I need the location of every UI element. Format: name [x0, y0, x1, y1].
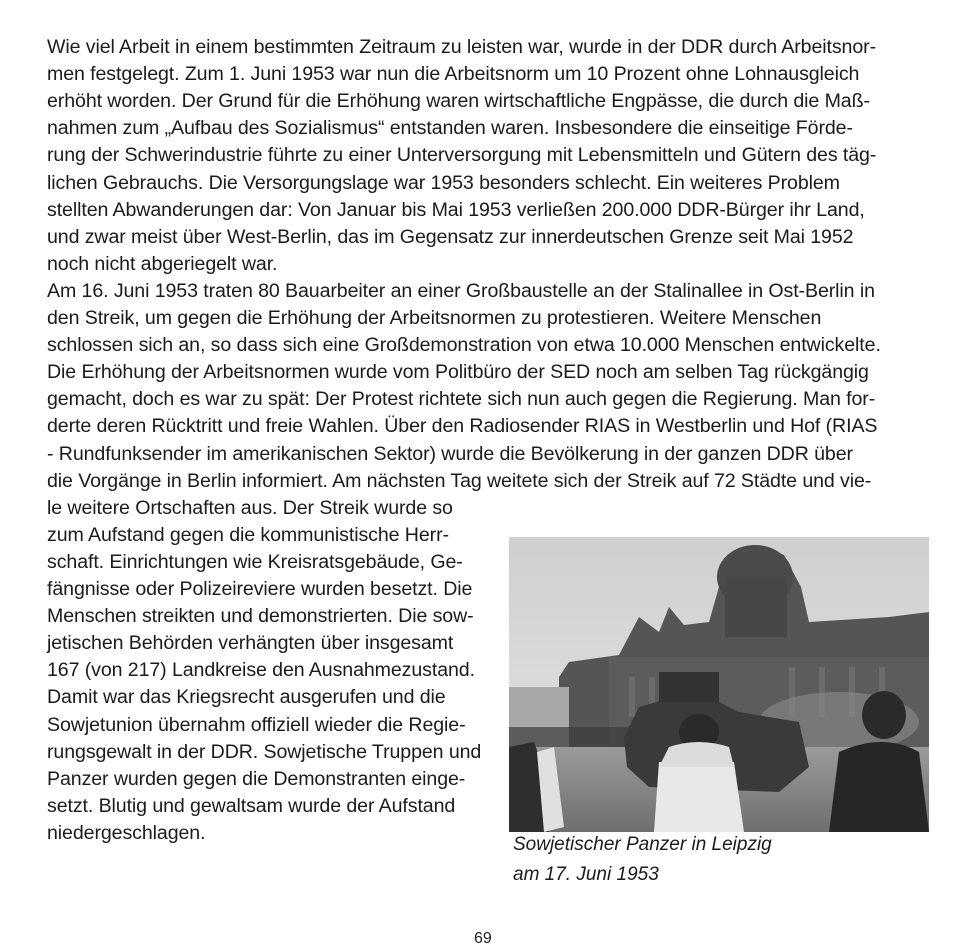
figure-caption-line-1: Sowjetischer Panzer in Leipzig [513, 834, 772, 855]
paragraph2-line: jetischen Behörden verhängten über insgesamt [47, 632, 454, 655]
paragraph2-line: Panzer wurden gegen die Demonstranten einge- [47, 767, 466, 790]
paragraph2-line: gemacht, doch es war zu spät: Der Protest richtete sich nun auch gegen die Regierung. Man for- [47, 388, 876, 411]
page-number: 69 [474, 930, 492, 947]
paragraph2-line: setzt. Blutig und gewaltsam wurde der Aufstand [47, 794, 456, 817]
photo-soviet-tank-leipzig [509, 537, 929, 832]
paragraph1-line: erhöht worden. Der Grund für die Erhöhung waren wirtschaftliche Engpässe, die durch die Maß- [47, 90, 870, 113]
paragraph2-line: derte deren Rücktritt und freie Wahlen. Über den Radiosender RIAS in Westberlin und Hof (RIAS [47, 415, 878, 438]
paragraph2-line: den Streik, um gegen die Erhöhung der Arbeitsnormen zu protestieren. Weitere Menschen [47, 307, 822, 329]
paragraph1-line: Wie viel Arbeit in einem bestimmten Zeitraum zu leisten war, wurde in der DDR durch Arbeitsnor- [47, 36, 877, 58]
paragraph2-line: zum Aufstand gegen die kommunistische Herr- [47, 523, 449, 546]
paragraph2-line: die Vorgänge in Berlin informiert. Am nächsten Tag weitete sich der Streik auf 72 Städte und vie- [47, 469, 872, 492]
paragraph2-line: fängnisse oder Polizeireviere wurden besetzt. Die [47, 578, 473, 600]
paragraph1-line: noch nicht abgeriegelt war. [47, 252, 278, 275]
paragraph2-line: niedergeschlagen. [47, 821, 206, 844]
paragraph1-line: stellten Abwanderungen dar: Von Januar bis Mai 1953 verließen 200.000 DDR-Bürger ihr Land, [47, 198, 865, 221]
paragraph2-line: - Rundfunksender im amerikanischen Sektor) wurde die Bevölkerung in der ganzen DDR über [47, 442, 853, 465]
paragraph2-line: schaft. Einrichtungen wie Kreisratsgebäude, Ge- [47, 550, 463, 573]
paragraph1-line: rung der Schwerindustrie führte zu einer Unterversorgung mit Lebensmitteln und Gütern des täg- [47, 144, 877, 167]
paragraph1-line: lichen Gebrauchs. Die Versorgungslage war 1953 besonders schlecht. Ein weiteres Problem [47, 171, 840, 194]
paragraph2-line: le weitere Ortschaften aus. Der Streik wurde so [47, 496, 453, 519]
paragraph2-line: Menschen streikten und demonstrierten. Die sow- [47, 605, 474, 628]
paragraph2-line: 167 (von 217) Landkreise den Ausnahmezustand. [47, 659, 475, 682]
paragraph2-line: rungsgewalt in der DDR. Sowjetische Truppen und [47, 740, 482, 763]
paragraph1-line: men festgelegt. Zum 1. Juni 1953 war nun die Arbeitsnorm um 10 Prozent ohne Lohnausgleich [47, 63, 860, 86]
paragraph1-line: nahmen zum „Aufbau des Sozialismus“ entstanden waren. Insbesondere die einseitige Förde- [47, 117, 853, 140]
paragraph2-line: schlossen sich an, so dass sich eine Großdemonstration von etwa 10.000 Menschen entwickelte. [47, 334, 881, 357]
paragraph2-line: Damit war das Kriegsrecht ausgerufen und die [47, 686, 446, 709]
paragraph2-line: Die Erhöhung der Arbeitsnormen wurde vom Politbüro der SED noch am selben Tag rückgängig [47, 361, 869, 384]
paragraph2-line: Sowjetunion übernahm offiziell wieder die Regie- [47, 713, 466, 736]
figure-caption-line-2: am 17. Juni 1953 [513, 864, 659, 885]
paragraph1-line: und zwar meist über West-Berlin, das im Gegensatz zur innerdeutschen Grenze seit Mai 1952 [47, 225, 854, 248]
paragraph2-line: Am 16. Juni 1953 traten 80 Bauarbeiter an einer Großbaustelle an der Stalinallee in Ost-Berlin in [47, 279, 875, 302]
